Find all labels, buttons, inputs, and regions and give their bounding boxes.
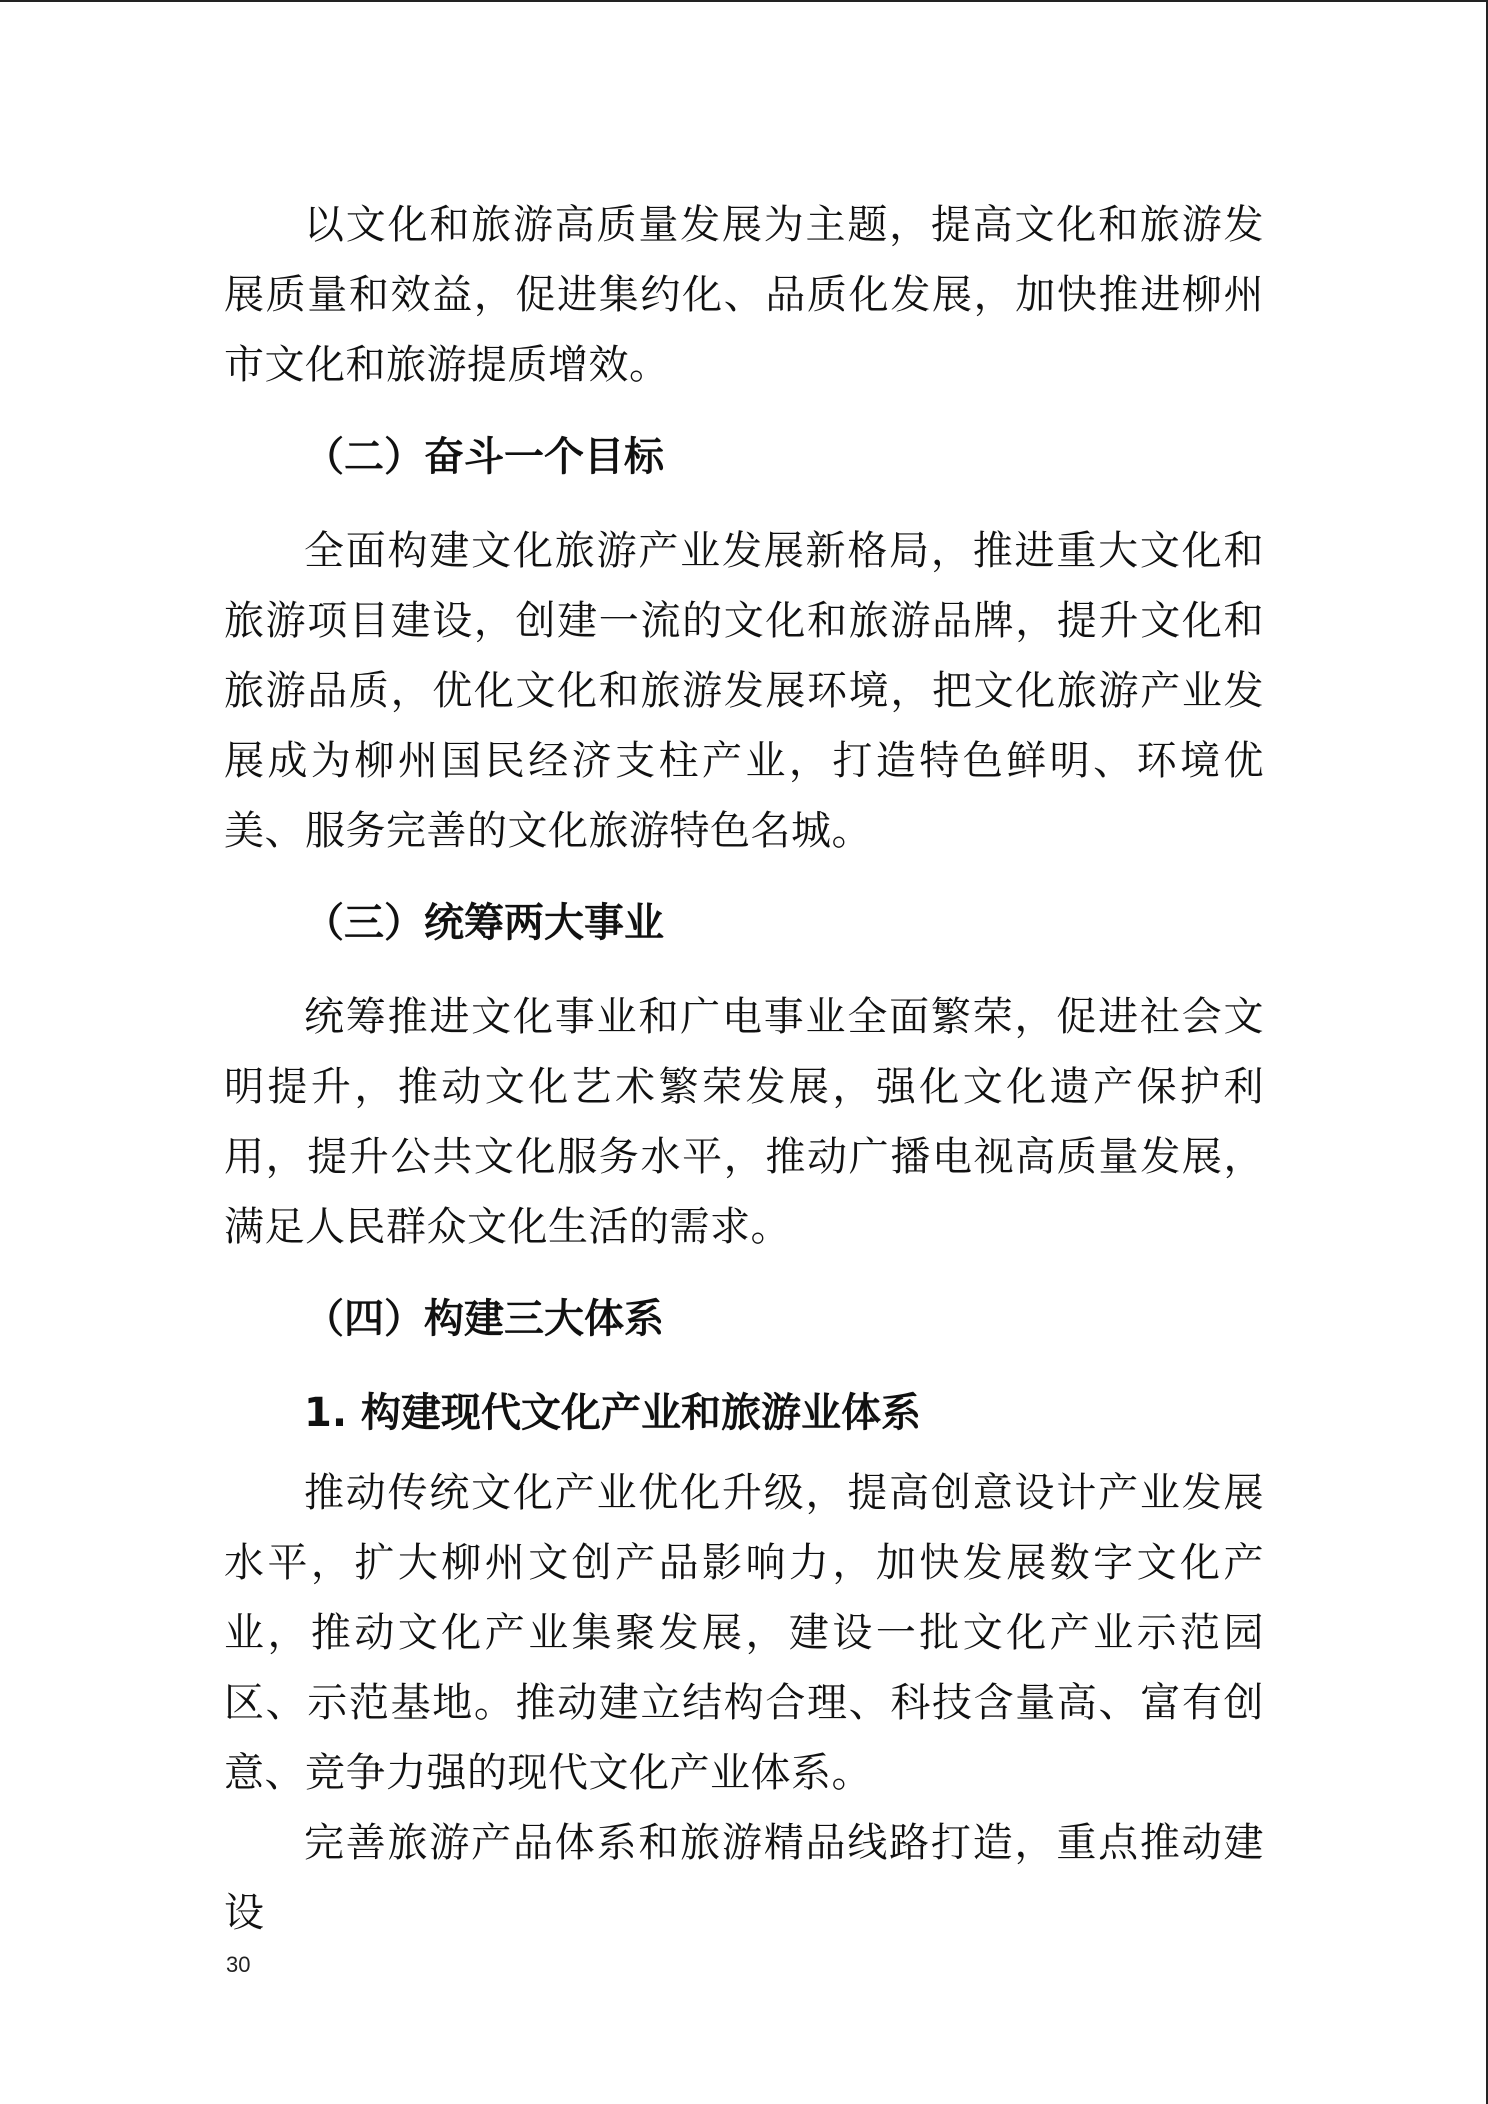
subsection-heading-modern-industry: 1. 构建现代文化产业和旅游业体系 <box>304 1390 921 1436</box>
section-heading-three-systems: （四）构建三大体系 <box>304 1296 664 1342</box>
page-number: 30 <box>226 1952 251 1977</box>
paragraph-cultural-industry: 推动传统文化产业优化升级，提高创意设计产业发展水平，扩大柳州文创产品影响力，加快发展数字文化产业，推动文化产业集聚发展，建设一批文化产业示范园区、示范基地。推动建立结构合理、科技含量高、富有创意、竞争力强的现代文化产业体系。 <box>224 1470 1264 1796</box>
section-heading-goal: （二）奋斗一个目标 <box>304 434 664 480</box>
paragraph-two-undertakings: 统筹推进文化事业和广电事业全面繁荣，促进社会文明提升，推动文化艺术繁荣发展，强化文化遗产保护利用，提升公共文化服务水平，推动广播电视高质量发展，满足人民群众文化生活的需求。 <box>224 994 1264 1250</box>
section-heading-two-undertakings: （三）统筹两大事业 <box>304 900 664 946</box>
document-body <box>224 190 1264 1948</box>
page-top-border <box>0 0 1488 2</box>
paragraph-tourism-products: 完善旅游产品体系和旅游精品线路打造，重点推动建设 <box>224 1820 1264 1936</box>
paragraph-goal: 全面构建文化旅游产业发展新格局，推进重大文化和旅游项目建设，创建一流的文化和旅游品牌，提升文化和旅游品质，优化文化和旅游发展环境，把文化旅游产业发展成为柳州国民经济支柱产业，打造特色鲜明、环境优美、服务完善的文化旅游特色名城。 <box>224 528 1264 854</box>
paragraph-theme: 以文化和旅游高质量发展为主题，提高文化和旅游发展质量和效益，促进集约化、品质化发展，加快推进柳州市文化和旅游提质增效。 <box>224 202 1264 388</box>
